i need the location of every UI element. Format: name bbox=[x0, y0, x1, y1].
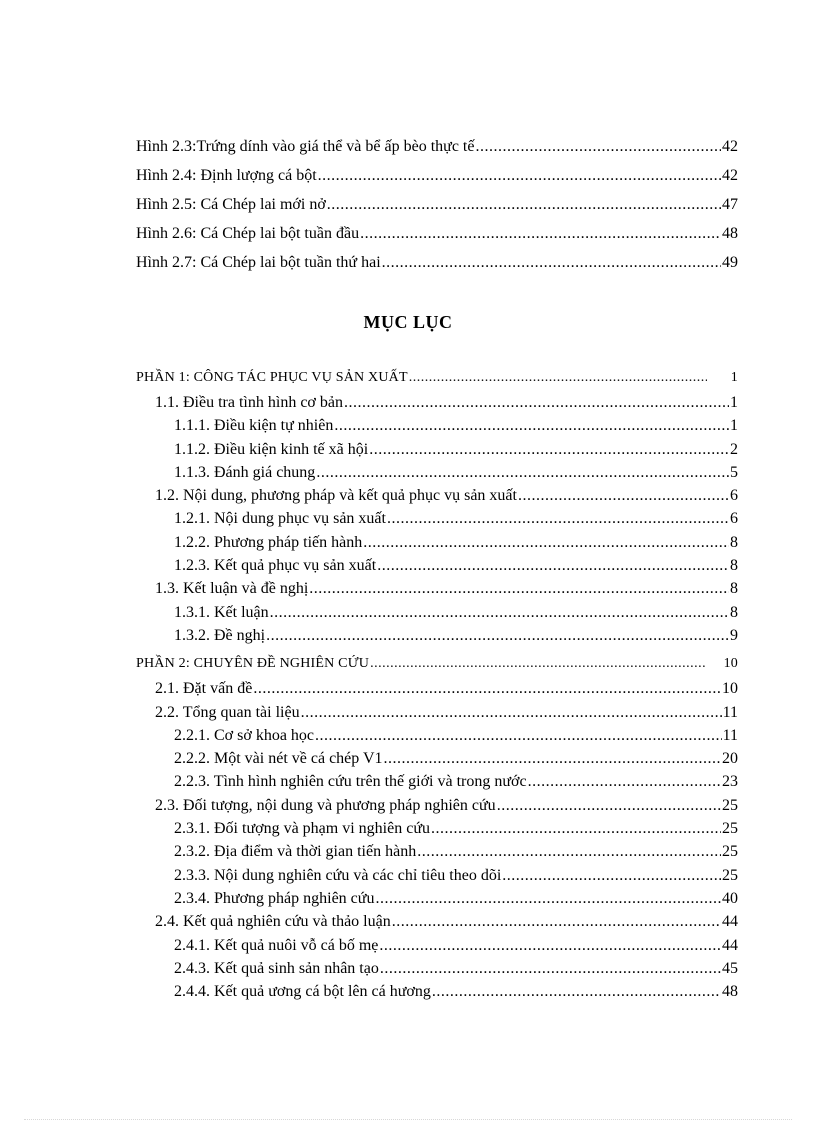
toc-label: 1.3.2. Đề nghị bbox=[174, 626, 266, 644]
toc-page: 44 bbox=[722, 913, 738, 931]
toc-label: 1.3.1. Kết luận bbox=[174, 603, 269, 621]
toc-label: 2.3. Đối tượng, nội dung và phương pháp nghiên cứu bbox=[155, 796, 496, 814]
toc-label: 1.2.3. Kết quả phục vụ sản xuất bbox=[174, 557, 377, 575]
toc-page: 20 bbox=[722, 750, 738, 768]
toc-subsection-entry[interactable] bbox=[136, 983, 738, 1006]
dot-leader bbox=[497, 797, 721, 815]
toc-subsection-entry[interactable] bbox=[136, 960, 738, 983]
toc-page: 8 bbox=[730, 603, 738, 621]
dot-leader bbox=[266, 627, 729, 645]
toc-label: PHẦN 1: CÔNG TÁC PHỤC VỤ SẢN XUẤT bbox=[136, 370, 408, 385]
toc-part-entry[interactable] bbox=[136, 370, 738, 394]
toc-page: 25 bbox=[722, 843, 738, 861]
toc-subsection-entry[interactable] bbox=[136, 773, 738, 796]
toc-subsection-entry[interactable] bbox=[136, 820, 738, 843]
toc-label: 2.4.4. Kết quả ương cá bột lên cá hương bbox=[174, 983, 431, 1001]
toc-label: 1.1.3. Đánh giá chung bbox=[174, 463, 316, 481]
toc-page: 8 bbox=[730, 533, 738, 551]
toc-section-entry[interactable] bbox=[136, 394, 738, 417]
toc-subsection-entry[interactable] bbox=[136, 604, 738, 627]
toc-page: 8 bbox=[730, 557, 738, 575]
toc-label: 2.2.2. Một vài nét về cá chép V1 bbox=[174, 750, 383, 768]
toc-subsection-entry[interactable] bbox=[136, 937, 738, 960]
figure-label: Hình 2.5: Cá Chép lai mới nở bbox=[136, 196, 326, 213]
dot-leader bbox=[334, 417, 729, 435]
toc-page: 44 bbox=[722, 936, 738, 954]
toc-section-entry[interactable] bbox=[136, 797, 738, 820]
toc-label: 1.2. Nội dung, phương pháp và kết quả phục vụ sản xuất bbox=[155, 487, 517, 505]
dot-leader bbox=[270, 604, 729, 622]
dot-leader bbox=[379, 937, 721, 955]
dot-leader bbox=[375, 890, 721, 908]
toc-label: 2.2. Tổng quan tài liệu bbox=[155, 703, 300, 721]
toc-subsection-entry[interactable] bbox=[136, 510, 738, 533]
table-of-contents bbox=[136, 370, 738, 1006]
page-bottom-divider bbox=[24, 1119, 792, 1120]
toc-label: 2.4.1. Kết quả nuôi vỗ cá bố mẹ bbox=[174, 936, 379, 954]
toc-section-entry[interactable] bbox=[136, 580, 738, 603]
dot-leader bbox=[253, 680, 721, 698]
toc-label: 1.2.1. Nội dung phục vụ sản xuất bbox=[174, 510, 386, 528]
dot-leader bbox=[369, 441, 729, 459]
toc-section-entry[interactable] bbox=[136, 680, 738, 703]
figure-page: 42 bbox=[722, 138, 738, 155]
figure-label: Hình 2.4: Định lượng cá bột bbox=[136, 167, 317, 184]
toc-label: 1.1.1. Điều kiện tự nhiên bbox=[174, 417, 334, 435]
toc-label: 2.2.3. Tình hình nghiên cứu trên thế giới và trong nước bbox=[174, 773, 527, 791]
toc-page: 1 bbox=[730, 417, 738, 435]
toc-section-entry[interactable] bbox=[136, 913, 738, 936]
toc-subsection-entry[interactable] bbox=[136, 464, 738, 487]
dot-leader bbox=[528, 773, 721, 791]
toc-subsection-entry[interactable] bbox=[136, 417, 738, 440]
figure-label: Hình 2.7: Cá Chép lai bột tuần thứ hai bbox=[136, 254, 381, 271]
dot-leader bbox=[363, 534, 729, 552]
toc-label: 2.4.3. Kết quả sinh sản nhân tạo bbox=[174, 959, 379, 977]
toc-label: 2.3.2. Địa điểm và thời gian tiến hành bbox=[174, 843, 417, 861]
toc-subsection-entry[interactable] bbox=[136, 557, 738, 580]
toc-label: 2.3.3. Nội dung nghiên cứu và các chỉ tiêu theo dõi bbox=[174, 866, 502, 884]
toc-section-entry[interactable] bbox=[136, 704, 738, 727]
figure-page: 42 bbox=[722, 167, 738, 184]
dot-leader bbox=[309, 580, 729, 598]
toc-label: 2.1. Đặt vấn đề bbox=[155, 680, 253, 698]
toc-page: 40 bbox=[722, 889, 738, 907]
dot-leader bbox=[409, 370, 707, 386]
figure-entry[interactable] bbox=[136, 254, 738, 283]
toc-page: 10 bbox=[723, 656, 738, 672]
dot-leader bbox=[318, 167, 721, 185]
figure-page: 49 bbox=[722, 254, 738, 271]
toc-subsection-entry[interactable] bbox=[136, 890, 738, 913]
dot-leader bbox=[502, 867, 721, 885]
toc-page: 25 bbox=[722, 866, 738, 884]
dot-leader bbox=[518, 487, 729, 505]
figure-entry[interactable] bbox=[136, 138, 738, 167]
toc-section-entry[interactable] bbox=[136, 487, 738, 510]
figure-entry[interactable] bbox=[136, 196, 738, 225]
dot-leader bbox=[301, 704, 722, 722]
dot-leader bbox=[316, 464, 729, 482]
toc-page: 6 bbox=[730, 510, 738, 528]
figure-entry[interactable] bbox=[136, 167, 738, 196]
toc-label: 1.2.2. Phương pháp tiến hành bbox=[174, 533, 363, 551]
figure-entry[interactable] bbox=[136, 225, 738, 254]
toc-label: 2.3.1. Đối tượng và phạm vi nghiên cứu bbox=[174, 820, 430, 838]
toc-page: 2 bbox=[730, 440, 738, 458]
toc-label: 2.4. Kết quả nghiên cứu và thảo luận bbox=[155, 913, 391, 931]
figure-label: Hình 2.6: Cá Chép lai bột tuần đầu bbox=[136, 225, 360, 242]
toc-page: 6 bbox=[730, 487, 738, 505]
toc-label: 1.1.2. Điều kiện kinh tế xã hội bbox=[174, 440, 369, 458]
figure-page: 47 bbox=[722, 196, 738, 213]
toc-page: 11 bbox=[722, 726, 738, 744]
figure-label: Hình 2.3:Trứng dính vào giá thể và bể ấp bèo thực tế bbox=[136, 138, 475, 155]
dot-leader bbox=[360, 225, 721, 243]
dot-leader bbox=[475, 138, 721, 156]
toc-subsection-entry[interactable] bbox=[136, 750, 738, 773]
toc-label: 2.3.4. Phương pháp nghiên cứu bbox=[174, 889, 375, 907]
toc-page: 25 bbox=[722, 820, 738, 838]
dot-leader bbox=[392, 913, 721, 931]
toc-subsection-entry[interactable] bbox=[136, 534, 738, 557]
toc-title: MỤC LỤC bbox=[363, 312, 453, 332]
dot-leader bbox=[417, 843, 721, 861]
toc-subsection-entry[interactable] bbox=[136, 627, 738, 650]
toc-page: 1 bbox=[730, 370, 738, 385]
figure-list bbox=[136, 138, 738, 283]
dot-leader bbox=[315, 727, 722, 745]
dot-leader bbox=[382, 254, 721, 272]
toc-page: 10 bbox=[722, 680, 738, 698]
dot-leader bbox=[380, 960, 721, 978]
toc-page: 5 bbox=[730, 463, 738, 481]
toc-page: 11 bbox=[722, 703, 738, 721]
toc-subsection-entry[interactable] bbox=[136, 843, 738, 866]
toc-subsection-entry[interactable] bbox=[136, 867, 738, 890]
toc-page: 45 bbox=[722, 959, 738, 977]
figure-page: 48 bbox=[722, 225, 738, 242]
toc-label: PHẦN 2: CHUYÊN ĐỀ NGHIÊN CỨU bbox=[136, 656, 370, 672]
toc-subsection-entry[interactable] bbox=[136, 727, 738, 750]
toc-label: 1.1. Điều tra tình hình cơ bản bbox=[155, 394, 343, 411]
toc-page: 25 bbox=[722, 796, 738, 814]
toc-part-entry[interactable] bbox=[136, 656, 738, 680]
toc-page: 48 bbox=[722, 983, 738, 1001]
dot-leader bbox=[384, 750, 721, 768]
dot-leader bbox=[377, 557, 729, 575]
dot-leader bbox=[327, 196, 721, 214]
dot-leader bbox=[370, 656, 707, 672]
dot-leader bbox=[344, 394, 729, 412]
toc-subsection-entry[interactable] bbox=[136, 441, 738, 464]
toc-label: 2.2.1. Cơ sở khoa học bbox=[174, 726, 315, 744]
toc-page: 1 bbox=[730, 394, 738, 411]
dot-leader bbox=[432, 983, 721, 1001]
toc-page: 9 bbox=[730, 626, 738, 644]
dot-leader bbox=[387, 510, 729, 528]
toc-page: 23 bbox=[722, 773, 738, 791]
toc-label: 1.3. Kết luận và đề nghị bbox=[155, 580, 309, 598]
dot-leader bbox=[431, 820, 721, 838]
toc-page: 8 bbox=[730, 580, 738, 598]
